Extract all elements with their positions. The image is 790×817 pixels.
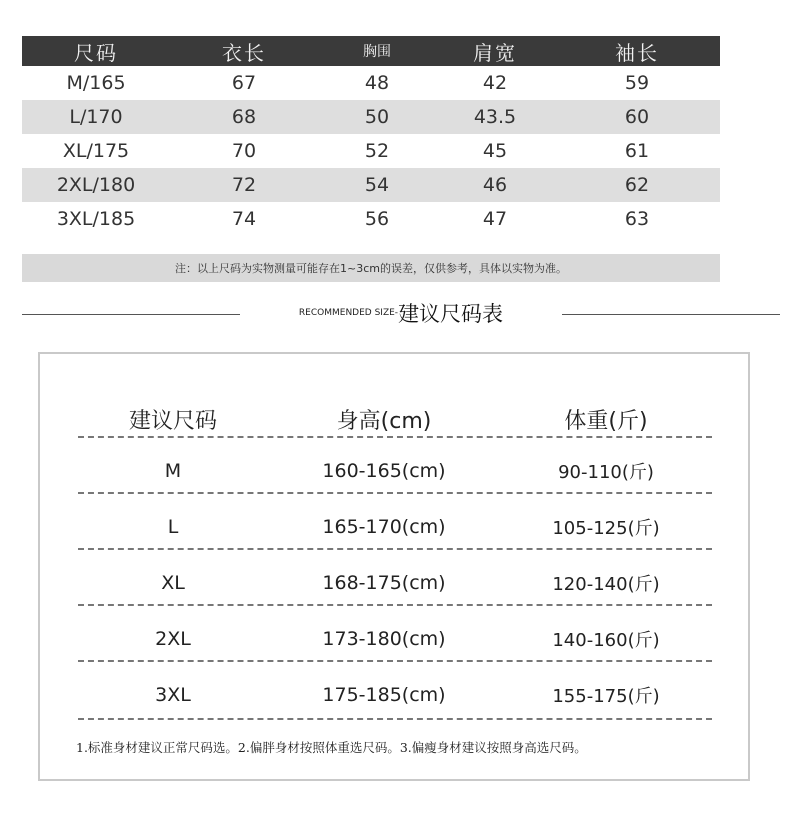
section-title-en: RECOMMENDED SIZE- [298, 308, 399, 318]
list-item [78, 667, 712, 723]
header-sleeve: 袖长 [554, 36, 720, 66]
cell-size: L/170 [22, 100, 170, 134]
rec-height: 168-175(cm) [322, 572, 446, 594]
header-recommended-size: 建议尺码 [128, 408, 217, 434]
cell-sleeve: 61 [624, 140, 650, 162]
cell-length: 70 [231, 140, 257, 162]
section-title [248, 296, 554, 330]
rec-size: 3XL [155, 684, 191, 706]
dashed-divider [78, 604, 712, 606]
size-measurement-table [22, 36, 720, 236]
divider-left [22, 314, 240, 315]
cell-shoulder: 43.5 [436, 100, 554, 134]
rec-weight: 155-175(斤) [552, 686, 660, 707]
list-item [78, 499, 712, 555]
table-row [22, 100, 720, 134]
cell-chest: 52 [364, 140, 390, 162]
cell-sleeve: 60 [554, 100, 720, 134]
list-item [78, 555, 712, 611]
cell-shoulder: 45 [482, 140, 508, 162]
cell-length: 72 [170, 168, 318, 202]
cell-sleeve: 59 [624, 72, 650, 94]
table-row [22, 168, 720, 202]
header-size: 尺码 [22, 36, 170, 66]
cell-chest: 48 [364, 72, 390, 94]
rec-weight: 140-160(斤) [552, 630, 660, 651]
rec-size: M [164, 460, 182, 482]
list-item [78, 611, 712, 667]
dashed-divider [78, 548, 712, 550]
table-row [22, 134, 720, 168]
rec-weight: 120-140(斤) [552, 574, 660, 595]
rec-height: 160-165(cm) [322, 460, 446, 482]
header-shoulder: 肩宽 [436, 36, 554, 66]
rec-size: XL [161, 572, 185, 594]
rec-height: 165-170(cm) [322, 516, 446, 538]
cell-sleeve: 63 [624, 208, 650, 230]
header-length: 衣长 [170, 36, 318, 66]
recommendation-note: 1.标准身材建议正常尺码选。2.偏胖身材按照体重选尺码。3.偏瘦身材建议按照身高选尺码。 [76, 740, 587, 755]
rec-size: 2XL [155, 628, 191, 650]
dashed-divider [78, 660, 712, 662]
size-table-header [22, 36, 720, 66]
cell-sleeve: 62 [554, 168, 720, 202]
recommendation-header [78, 388, 712, 450]
cell-length: 74 [231, 208, 257, 230]
rec-size: L [167, 516, 179, 538]
rec-weight: 105-125(斤) [552, 518, 660, 539]
cell-length: 67 [231, 72, 257, 94]
measurement-note: 注：以上尺码为实物测量可能存在1~3cm的误差，仅供参考，具体以实物为准。 [22, 254, 720, 282]
rec-height: 173-180(cm) [322, 628, 446, 650]
rec-weight: 90-110(斤) [558, 462, 654, 483]
cell-size: XL/175 [62, 140, 130, 162]
table-row [22, 66, 720, 100]
dashed-divider [78, 492, 712, 494]
cell-chest: 50 [318, 100, 436, 134]
cell-chest: 56 [364, 208, 390, 230]
size-recommendation-box [38, 352, 750, 781]
cell-length: 68 [170, 100, 318, 134]
divider-right [562, 314, 780, 315]
rec-height: 175-185(cm) [322, 684, 446, 706]
header-weight: 体重(斤) [564, 408, 648, 434]
dashed-divider [78, 436, 712, 438]
table-row [22, 202, 720, 236]
section-title-cn: 建议尺码表 [398, 302, 504, 326]
cell-size: 3XL/185 [56, 208, 136, 230]
dashed-divider [78, 718, 712, 720]
cell-shoulder: 42 [482, 72, 508, 94]
cell-shoulder: 46 [436, 168, 554, 202]
cell-size: 2XL/180 [22, 168, 170, 202]
header-height: 身高(cm) [336, 408, 432, 434]
cell-chest: 54 [318, 168, 436, 202]
list-item [78, 443, 712, 499]
cell-shoulder: 47 [482, 208, 508, 230]
cell-size: M/165 [66, 72, 126, 94]
header-chest: 胸围 [318, 36, 436, 66]
